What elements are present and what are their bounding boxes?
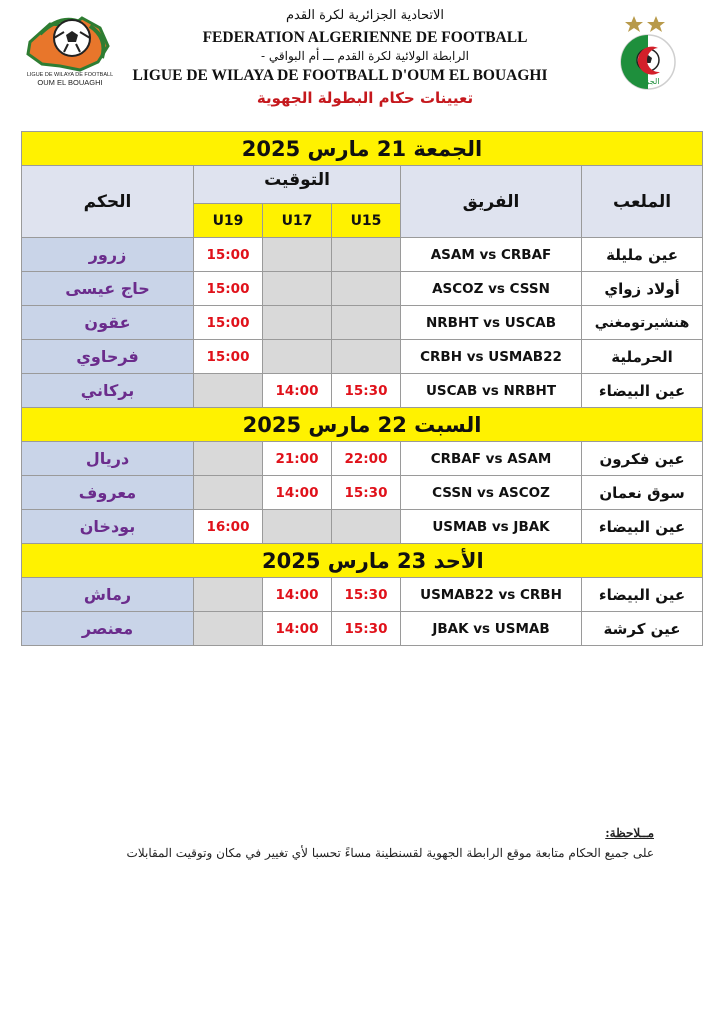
match-teams: CRBH vs USMAB22: [401, 340, 582, 374]
day-label: السبت 22 مارس 2025: [22, 408, 703, 442]
team-column-header: الفريق: [401, 166, 582, 238]
match-venue: عين كرشة: [582, 612, 703, 646]
match-teams: JBAK vs USMAB: [401, 612, 582, 646]
faf-logo-icon: [612, 10, 687, 100]
referee-column-header: الحكم: [22, 166, 194, 238]
timing-column-header: التوقيت: [194, 166, 401, 204]
match-venue: عين البيضاء: [582, 578, 703, 612]
time-u17: 14:00: [263, 612, 332, 646]
page-header: [0, 0, 723, 125]
page-title: تعيينات حكام البطولة الجهوية: [256, 89, 474, 107]
time-u15: [332, 272, 401, 306]
time-u15: 15:30: [332, 374, 401, 408]
time-u19: [194, 612, 263, 646]
time-u15: [332, 510, 401, 544]
time-u17: 14:00: [263, 578, 332, 612]
match-row: [22, 238, 703, 272]
match-row: [22, 374, 703, 408]
referee-schedule-table: [21, 131, 703, 646]
referee-name: رماش: [22, 578, 194, 612]
referee-name: حاج عيسى: [22, 272, 194, 306]
time-u15: 15:30: [332, 476, 401, 510]
time-u15: 15:30: [332, 612, 401, 646]
time-u17: 21:00: [263, 442, 332, 476]
match-row: [22, 340, 703, 374]
match-venue: عين البيضاء: [582, 510, 703, 544]
time-u19: 15:00: [194, 306, 263, 340]
time-u15: [332, 238, 401, 272]
time-u17: 14:00: [263, 374, 332, 408]
referee-name: دريال: [22, 442, 194, 476]
match-teams: ASCOZ vs CSSN: [401, 272, 582, 306]
time-u19: [194, 476, 263, 510]
referee-name: زرور: [22, 238, 194, 272]
day-row: [22, 544, 703, 578]
time-u19: 15:00: [194, 238, 263, 272]
match-teams: CSSN vs ASCOZ: [401, 476, 582, 510]
match-teams: ASAM vs CRBAF: [401, 238, 582, 272]
match-teams: USMAB22 vs CRBH: [401, 578, 582, 612]
time-u19: [194, 578, 263, 612]
time-u19: [194, 374, 263, 408]
time-u15: 15:30: [332, 578, 401, 612]
match-row: [22, 578, 703, 612]
match-venue: عين فكرون: [582, 442, 703, 476]
referee-name: عقون: [22, 306, 194, 340]
match-row: [22, 476, 703, 510]
time-u15: 22:00: [332, 442, 401, 476]
league-french: LIGUE DE WILAYA DE FOOTBALL D'OUM EL BOUAGHI: [132, 67, 548, 84]
time-u17: 14:00: [263, 476, 332, 510]
time-u17: [263, 238, 332, 272]
match-row: [22, 306, 703, 340]
header-row: [22, 166, 703, 204]
logo-left-line1: LIGUE DE WILAYA DE FOOTBALL: [26, 72, 114, 78]
time-u19: 15:00: [194, 340, 263, 374]
note-text: على جميع الحكام متابعة موقع الرابطة الجهوية لقسنطينة مساءً تحسبا لأي تغيير في مكان وتوقيت المقابلات: [126, 846, 654, 860]
federation-arabic: الاتحادية الجزائرية لكرة القدم: [285, 8, 445, 23]
time-u19: [194, 442, 263, 476]
age-u15-header: U15: [332, 204, 401, 238]
match-row: [22, 612, 703, 646]
match-venue: عين مليلة: [582, 238, 703, 272]
league-arabic: الرابطة الولائية لكرة القدم ـــ أم البواقي -: [261, 49, 469, 63]
time-u15: [332, 340, 401, 374]
day-label: الجمعة 21 مارس 2025: [22, 132, 703, 166]
match-venue: أولاد زواي: [582, 272, 703, 306]
match-row: [22, 510, 703, 544]
time-u17: [263, 306, 332, 340]
time-u17: [263, 510, 332, 544]
match-venue: عين البيضاء: [582, 374, 703, 408]
time-u15: [332, 306, 401, 340]
match-teams: USCAB vs NRBHT: [401, 374, 582, 408]
match-teams: USMAB vs JBAK: [401, 510, 582, 544]
match-venue: الحرملية: [582, 340, 703, 374]
age-u19-header: U19: [194, 204, 263, 238]
age-u17-header: U17: [263, 204, 332, 238]
match-venue: سوق نعمان: [582, 476, 703, 510]
time-u17: [263, 340, 332, 374]
time-u17: [263, 272, 332, 306]
note-section: [60, 826, 654, 860]
match-row: [22, 272, 703, 306]
note-title: مــلاحظة:: [605, 826, 654, 840]
federation-french: FEDERATION ALGERIENNE DE FOOTBALL: [202, 29, 528, 46]
referee-name: بركاني: [22, 374, 194, 408]
referee-name: معنصر: [22, 612, 194, 646]
day-row: [22, 408, 703, 442]
match-teams: NRBHT vs USCAB: [401, 306, 582, 340]
venue-column-header: الملعب: [582, 166, 703, 238]
day-row: [22, 132, 703, 166]
match-venue: هنشيرتومغني: [582, 306, 703, 340]
referee-name: فرحاوي: [22, 340, 194, 374]
time-u19: 15:00: [194, 272, 263, 306]
match-teams: CRBAF vs ASAM: [401, 442, 582, 476]
time-u19: 16:00: [194, 510, 263, 544]
logo-left-line2: OUM EL BOUAGHI: [37, 78, 103, 87]
match-row: [22, 442, 703, 476]
day-label: الأحد 23 مارس 2025: [22, 544, 703, 578]
referee-name: معروف: [22, 476, 194, 510]
referee-name: بودخان: [22, 510, 194, 544]
logo-right-text: الجزائر: [636, 77, 660, 86]
